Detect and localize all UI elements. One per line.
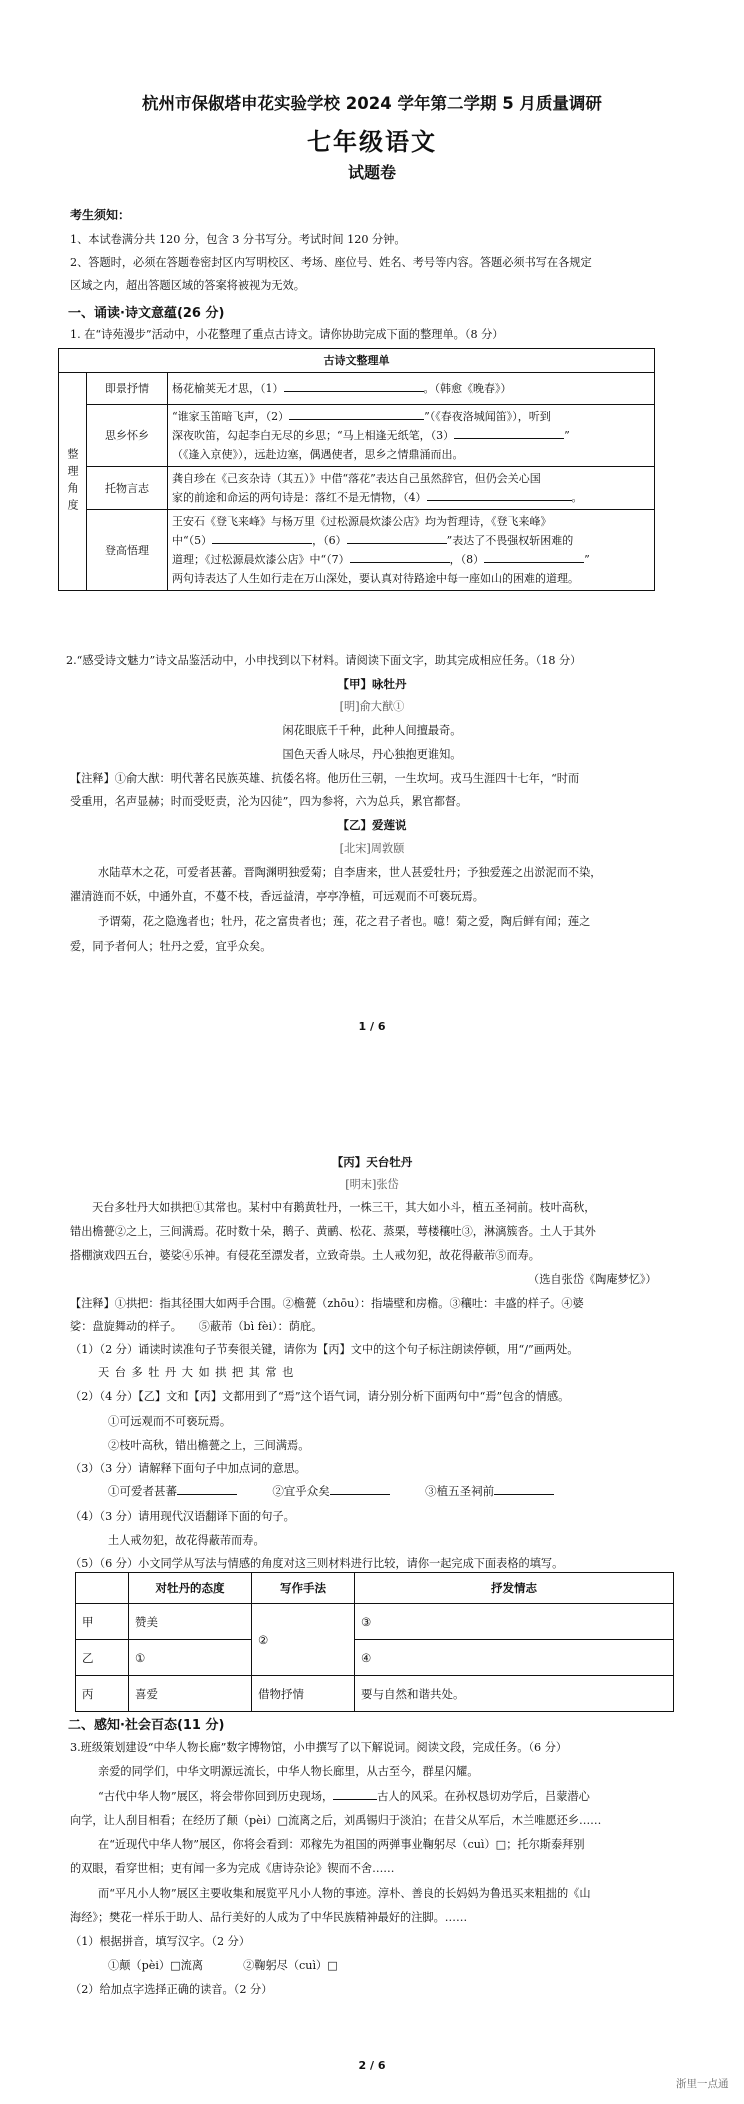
poem-table [58, 348, 655, 591]
bing-para-1: 天台多牡丹大如拱把①其常也。某村中有鹅黄牡丹，一株三干，其大如小斗，植五圣祠前。枝叶高秋， [92, 1201, 596, 1214]
grade-title: 七年级语文 [307, 128, 437, 156]
watermark: 浙里一点通 [676, 2078, 729, 2090]
summary-table [75, 1572, 674, 1712]
question-2-1-sentence: 天 台 多 牡 丹 大 如 拱 把 其 常 也 [98, 1366, 295, 1379]
row-cat-1: 即景抒情 [87, 373, 168, 405]
summary-cell: 要与自然和谐共处。 [355, 1676, 674, 1712]
question-2-3: （3）（3 分）请解释下面句子中加点词的意思。 [70, 1462, 306, 1475]
question-2-1: （1）（2 分）诵读时读准句子节奏很关键，请你为【丙】文中的这个句子标注朗读停顿，用“/”画两处。 [70, 1343, 579, 1356]
jia-author: [明]俞大猷① [339, 700, 405, 713]
poem-table-side-label: 整理角度 [59, 373, 87, 591]
summary-header-method: 写作手法 [252, 1573, 355, 1604]
summary-cell: ② [252, 1604, 355, 1676]
section1-title: 一、诵读·诗文意蕴(26 分) [68, 306, 225, 321]
paper-type: 试题卷 [347, 163, 396, 182]
bing-note-2: 娑：盘旋舞动的样子。 ⑤蔽芾（bì fèi）：荫庇。 [70, 1320, 323, 1333]
summary-row-label: 甲 [76, 1604, 129, 1640]
notice-item-2a: 2、答题时，必须在答题卷密封区内写明校区、考场、座位号、姓名、考号等内容。答题必须书写在各规定 [70, 256, 592, 269]
summary-row-label: 丙 [76, 1676, 129, 1712]
yi-title: 【乙】爱莲说 [337, 818, 407, 832]
school-title: 杭州市保俶塔申花实验学校 2024 学年第二学期 5 月质量调研 [142, 94, 602, 113]
summary-cell: 借物抒情 [252, 1676, 355, 1712]
bing-source: （选自张岱《陶庵梦忆》） [528, 1273, 657, 1286]
section2-para-7: 海经》；樊花一样乐于助人、品行美好的人成为了中华民族精神最好的注脚。…… [70, 1911, 468, 1924]
question-2-2: （2）（4 分）【乙】文和【丙】文都用到了“焉”这个语气词，请分别分析下面两句中“焉”包含的情感。 [70, 1390, 570, 1403]
summary-cell: 赞美 [129, 1604, 252, 1640]
bing-para-3: 搭棚演戏四五台，婆娑④乐神。有侵花至漂发者，立致奇祟。土人戒勿犯，故花得蔽芾⑤而寿。 [70, 1249, 540, 1262]
section2-q3: 3.班级策划建设“中华人物长廊”数字博物馆，小申撰写了以下解说词。阅读文段，完成任务。（6 分） [70, 1741, 568, 1754]
section2-sub-q1-items: ①颠（pèi）□流离 ②鞠躬尽（cuì）□ [108, 1959, 338, 1972]
yi-author: [北宋]周敦颐 [339, 842, 405, 855]
q2-prompt: 2.“感受诗文魅力”诗文品鉴活动中，小申找到以下材料。请阅读下面文字，助其完成相应任务。（18 分） [66, 654, 582, 667]
question-2-4-sentence: 土人戒勿犯，故花得蔽芾而寿。 [108, 1534, 265, 1547]
jia-note-2: 受重用，名声显赫；时而受贬责，沦为囚徒”，四为参将，六为总兵，累官都督。 [70, 795, 468, 808]
notice-item-1: 1、本试卷满分共 120 分，包含 3 分书写分。考试时间 120 分钟。 [70, 233, 406, 246]
jia-line-2: 国色天香人咏尽，丹心独抱更谁知。 [282, 748, 462, 761]
summary-header-emotion: 抒发情志 [355, 1573, 674, 1604]
section2-para-6: 而“平凡小人物”展区主要收集和展览平凡小人物的事迹。淳朴、善良的长妈妈为鲁迅买来粗拙的《山 [98, 1887, 591, 1900]
section2-para-3: 向学，让人刮目相看；在经历了颠（pèi）□流离之后，刘禹锡归于淡泊；在昔父从军后，木兰唯愿还乡…… [70, 1814, 602, 1827]
section2-sub-q2: （2）给加点字选择正确的读音。（2 分） [70, 1983, 273, 1996]
page-number-2: 2 / 6 [358, 2059, 386, 2072]
yi-para-2: 濯清涟而不妖，中通外直，不蔓不枝，香远益清，亭亭净植，可远观而不可亵玩焉。 [70, 890, 484, 903]
question-2-2-s2: ②枝叶高秋，错出檐甍之上，三间满焉。 [108, 1439, 310, 1452]
row-cat-2: 思乡怀乡 [87, 405, 168, 467]
notice-item-2b: 区域之内，超出答题区域的答案将被视为无效。 [70, 279, 305, 292]
row-content-4: 王安石《登飞来峰》与杨万里《过松源晨炊漆公店》均为哲理诗，《登飞来峰》 中“（5） ，（6） ”表达了不畏强权斩困难的 道理；《过松源晨炊漆公店》中“（7） ，（8） ” 两句诗表达了人生如行走在万山深处，要认真对待路途中每一座如山的困难的道理。 [168, 510, 655, 591]
yi-para-4: 爱，同予者何人；牡丹之爱，宜乎众矣。 [70, 940, 272, 953]
yi-para-3: 予谓菊，花之隐逸者也；牡丹，花之富贵者也；莲，花之君子者也。噫！菊之爱，陶后鲜有闻；莲之 [98, 915, 591, 928]
section2-para-1: 亲爱的同学们，中华文明源远流长，中华人物长廊里，从古至今，群星闪耀。 [98, 1765, 479, 1778]
summary-cell: ① [129, 1640, 252, 1676]
row-content-1: 杨花榆荚无才思，（1） 。（韩愈《晚春》） [168, 373, 655, 405]
bing-note-1: 【注释】①拱把：指其径围大如两手合围。②檐甍（zhōu）：指墙壁和房檐。③穰吐：丰盛的样子。④婆 [70, 1297, 584, 1310]
section2-para-4: 在“近现代中华人物”展区，你将会看到：邓稼先为祖国的两弹事业鞠躬尽（cuì）□；托尔斯泰拜别 [98, 1838, 585, 1851]
summary-row-label: 乙 [76, 1640, 129, 1676]
jia-title: 【甲】咏牡丹 [337, 677, 407, 691]
bing-para-2: 错出檐甍②之上，三间满焉。花时数十朵，鹅子、黄鹂、松花、蒸栗，萼楼穰吐③，淋漓簇沓。土人于其外 [70, 1225, 596, 1238]
q1-prompt: 1. 在“诗苑漫步”活动中，小花整理了重点古诗文。请你协助完成下面的整理单。（8 分） [70, 328, 504, 341]
section2-para-5: 的双眼，看穿世相；吏有闻一多为完成《唐诗杂论》锲而不舍…… [70, 1862, 395, 1875]
page-number-1: 1 / 6 [358, 1020, 386, 1033]
row-cat-3: 托物言志 [87, 467, 168, 510]
row-cat-4: 登高悟理 [87, 510, 168, 591]
summary-header-attitude: 对牡丹的态度 [129, 1573, 252, 1604]
notice-title: 考生须知： [70, 208, 131, 222]
question-2-5: （5）（6 分）小文同学从写法与情感的角度对这三则材料进行比较，请你一起完成下面表格的填写。 [70, 1557, 564, 1570]
jia-line-1: 闲花眼底千千种，此种人间擅最奇。 [282, 724, 462, 737]
bing-title: 【丙】天台牡丹 [331, 1155, 413, 1169]
yi-para-1: 水陆草木之花，可爱者甚蕃。晋陶渊明独爱菊；自李唐来，世人甚爱牡丹；予独爱莲之出淤泥而不染， [98, 866, 602, 879]
row-content-3: 龚自珍在《己亥杂诗（其五）》中借“落花”表达自己虽然辞官，但仍会关心国 家的前途和命运的两句诗是：落红不是无情物，（4） 。 [168, 467, 655, 510]
question-2-3-items: ①可爱者甚蕃 ②宜乎众矣 ③植五圣祠前 [108, 1483, 554, 1499]
question-2-4: （4）（3 分）请用现代汉语翻译下面的句子。 [70, 1510, 295, 1523]
poem-table-title: 古诗文整理单 [59, 349, 655, 373]
summary-cell: ④ [355, 1640, 674, 1676]
section2-title: 二、感知·社会百态(11 分) [68, 1718, 225, 1733]
question-2-2-s1: ①可远观而不可亵玩焉。 [108, 1415, 232, 1428]
jia-note-1: 【注释】①俞大猷：明代著名民族英雄、抗倭名将。他历仕三朝，一生坎坷。戎马生涯四十七年，“时而 [70, 772, 580, 785]
summary-cell: ③ [355, 1604, 674, 1640]
summary-cell: 喜爱 [129, 1676, 252, 1712]
bing-author: [明末]张岱 [345, 1178, 399, 1191]
section2-sub-q1: （1）根据拼音，填写汉字。（2 分） [70, 1935, 251, 1948]
row-content-2: “谁家玉笛暗飞声，（2） ”（《春夜洛城闻笛》），听到 深夜吹笛，勾起李白无尽的乡思；“马上相逢无纸笔，（3） ” （《逢入京使》），远赴边塞，偶遇使者，思乡之情鼎涌而出。 [168, 405, 655, 467]
section2-para-2: “古代中华人物”展区，将会带你回到历史现场， 古人的风采。在孙权恳切劝学后，吕蒙潜心 [98, 1790, 590, 1803]
